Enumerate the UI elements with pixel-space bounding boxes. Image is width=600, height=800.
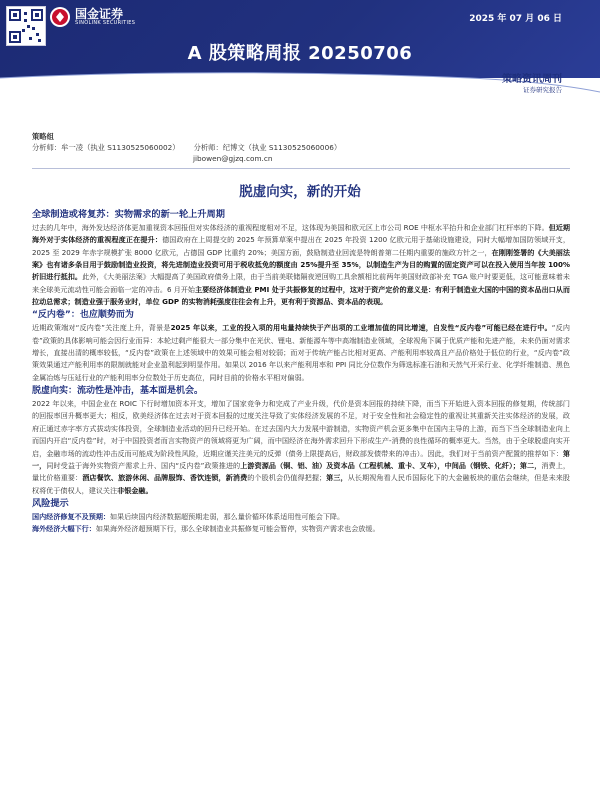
- report-department: 证券研究报告: [523, 86, 562, 94]
- risk-item: [32, 523, 570, 535]
- paragraph: [32, 398, 570, 497]
- analyst-2: 分析师：纪博文（执业 S1130525060006）: [193, 143, 342, 152]
- risk-label: 海外经济大幅下行：: [32, 524, 96, 534]
- report-headline: 脱虚向实，新的开始: [239, 184, 361, 200]
- text: “反内卷”政策的具体影响可能会因行业而异：本轮过剩产能很大一部分集中在光伏、锂电、新能源车等中高端制造业领域，全球视角下属于优质产能和先进产能，未来仍面对需求增长，直接出清的概率较低，“反内卷”政策在上述领域中的效果可能会相对较弱；而对于传统产能占比相对更高、产能利用率较高且产品价格处于低位的行业，“反内卷”政策效果通过产能利用率的限制就能对企业盈利起到明显作用。如果以 2016 年以来产能利用率和 PPI 同比分位数作为筛选标准石油和天然气开采行业、化学纤维制造、黑色金属冶炼与压延行业的产能利用率分位数处于历史高位，同时目前的价格水平相对偏弱。: [32, 323, 570, 382]
- logo-mark-icon: [50, 7, 70, 27]
- report-banner: [0, 0, 600, 118]
- text-bold: 但近期海外对于实体经济的重视程度正在提升：: [32, 223, 571, 245]
- risk-title: 风险提示: [32, 497, 69, 509]
- text: 从长期视角看人民币国际化下的大金融板块的重估会继续，但是未来股权将优于债权人，建议关注: [32, 473, 571, 495]
- analyst-row: [32, 142, 355, 153]
- risk-text: 如果后续国内经济数据超预期走弱，那么量价循环体系适用性可能会下降。: [110, 511, 345, 521]
- text: 消费上，量比价格重要：: [32, 460, 570, 483]
- analyst-1: 分析师：牟一凌（执业 S1130525060002）: [32, 143, 180, 152]
- paragraph: [32, 322, 570, 384]
- text-bold: 第三，: [326, 473, 348, 483]
- company-logo: [50, 7, 135, 27]
- analyst-block: [32, 131, 355, 164]
- text-bold: 在刚刚签署的《大美丽法案》也有诸多条目用于鼓励制造业投资，将先进制造业投资可用于税收抵免的额度由 25%提升至 35%，以制造生产为目的购置的固定资产可以在投入使用当年按 100%折旧进行抵扣。: [32, 247, 571, 282]
- paragraph: [32, 222, 570, 308]
- text: 德国政府在上周提交的 2025 年预算草案中提出在 2025 年投资 1200 亿欧元用于基础设施建设，同时大幅增加国防领域开支，2025 至 2029 年赤字规模扩张 8000 亿欧元，占德国 GDP 比重约 20%；美国方面，鼓励制造业回流是特朗普第二任期内重要的施政方针之一，: [32, 235, 571, 257]
- report-date: 2025 年 07 月 06 日: [469, 14, 562, 24]
- risk-label: 国内经济修复不及预期：: [32, 511, 111, 521]
- text: 过去的几年中，海外发达经济体更加重视资本回报但对实体经济的重视程度相对不足，这体现为美国和欧元区上市公司 ROE 中枢水平抬升和企业部门杠杆率的下降。: [32, 223, 549, 232]
- text: 此外，《大美丽法案》大幅提高了美国政府债务上限，由于当前美联储隔夜逆回购工具余额相比前两年美国财政部补充 TGA 账户时要更低，这可能意味着未来全球美元流动性可能会面临一定的冲击。6 月开始: [32, 272, 571, 294]
- text-bold: 酒店餐饮、旅游休闲、品牌服饰、香饮连锁，新消费: [82, 473, 248, 483]
- text-bold: 上游资源品（铜、铝、油）及资本品（工程机械、重卡、叉车），中间品（钢铁、化纤）；第二，: [240, 460, 542, 470]
- text-bold: 非银金融。: [117, 485, 153, 495]
- text-bold: 2025 年以来，工业的投入项的用电量持续快于产出项的工业增加值的同比增速，自发性“反内卷”可能已经在进行中。: [170, 323, 552, 333]
- analyst-group: 策略组: [32, 132, 54, 141]
- divider: [32, 168, 570, 169]
- report-series: 策略资讯周刊: [502, 74, 562, 85]
- text-bold: 第一，: [32, 448, 570, 470]
- analyst-email[interactable]: jibowen@gjzq.com.cn: [193, 154, 273, 163]
- text: 的个股机会仍值得把握；: [247, 473, 327, 483]
- text-bold: 主要经济体制造业 PMI 处于共振修复的过程中，这对于资产定价的意义是：有利于制造业大国的中国的资本品出口从而拉动总需求；制造业强于服务业时，单位 GDP 的实物消耗强度往往会有上升，更有利于资源品、资本品的表现。: [32, 284, 570, 307]
- section-title: “反内卷”：也应顺势而为: [32, 310, 134, 321]
- text: 2022 年以来，中国企业在 ROIC 下行时增加资本开支，增加了国家竞争力和完成了产业升级，代价是资本回报的持续下降，而当下开始进入资本回报的修复期，传统部门的回报率回升概率更大；相反，欧美经济体在过去对于资本回报的过度关注导致了实体经济发展的不足，对于安全性和社会稳定性的重视让其重新关注实体经济的发展，政府正通过赤字率方式拔动实体投资，全球制造业活动的回升已经开始。在过去国内大力发展中游制造，实物资产机会更多集中在国内主导的上游，而当下当全球制造业向上而国内开启“反内卷”时，对于中国投资者而言实物资产的领域将更为广阔，而中国经济在海外需求回升下形成生产-消费的良性循环的概率更大。当然，由于全球脱虚向实开启，金融市场的流动性冲击反而可能成为阶段性风险，近期应谨关注美元的反弹（债务上限提高后，财政部发债带来的冲击）。因此，我们对于当前资产配置的推荐如下：: [32, 399, 570, 458]
- report-title: A 股策略周报 20250706: [187, 43, 413, 64]
- text: 同时受益于海外实物资产需求上升、国内“反内卷”政策推进的: [46, 460, 241, 470]
- logo-name-cn: 国金证券: [75, 6, 124, 21]
- report-body: [32, 208, 570, 536]
- risk-text: 如果海外经济超预期下行，那么全球制造业共振修复可能会暂停，实物资产需求也会放缓。: [95, 524, 380, 534]
- section-title: 全球制造或将复苏：实物需求的新一轮上升周期: [32, 209, 225, 220]
- section-title: 脱虚向实：流动性是冲击，基本面是机会。: [32, 386, 204, 397]
- text: 近期政策端对“反内卷”关注度上升，背景是: [32, 323, 171, 333]
- logo-name-en: SINOLINK SECURITIES: [75, 19, 136, 26]
- risk-item: [32, 511, 570, 523]
